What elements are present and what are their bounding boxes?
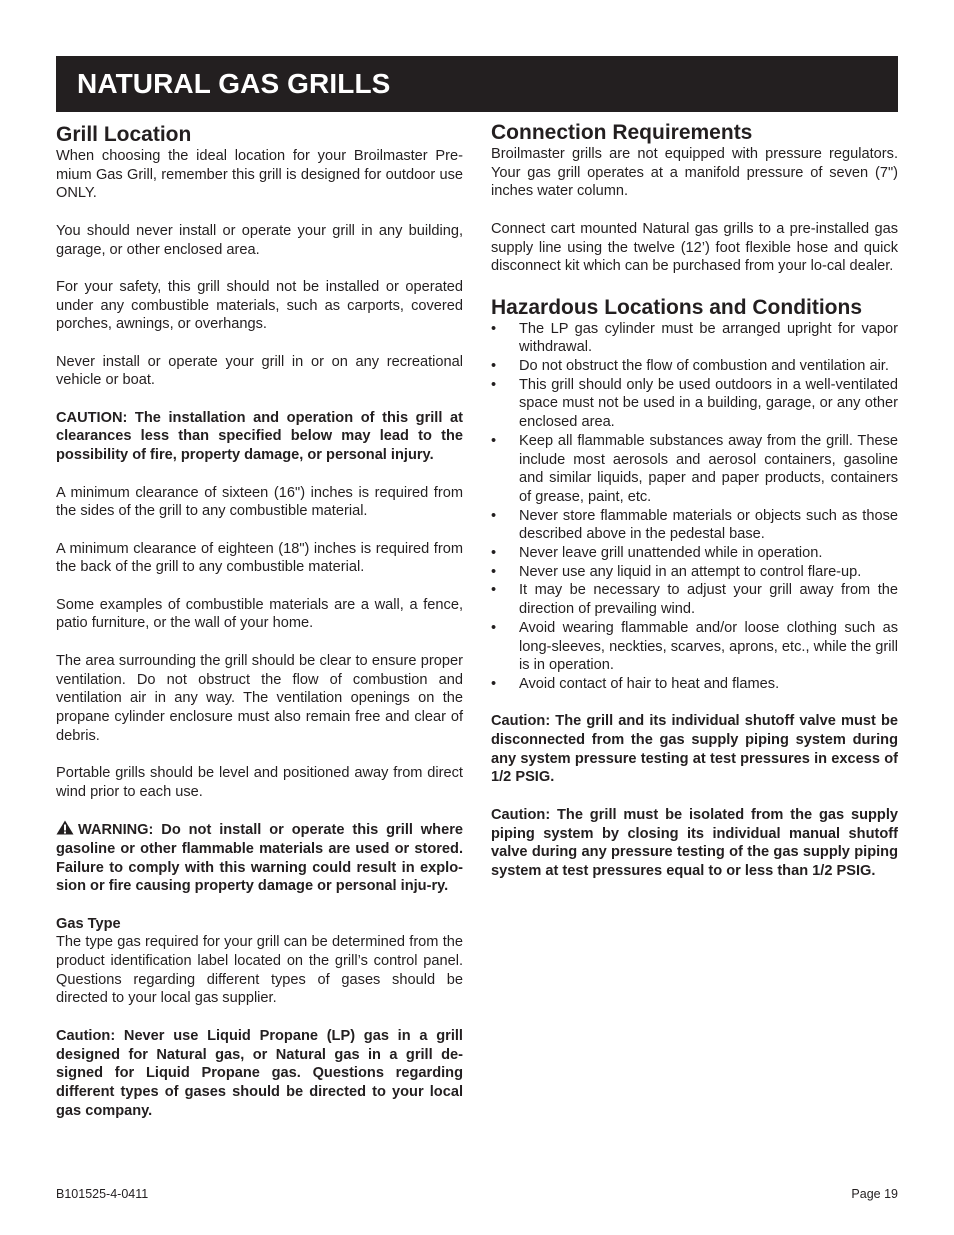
paragraph: A minimum clearance of sixteen (16") inches is required from the sides of the grill to any combustible material. [56, 484, 463, 520]
caution-gas-type: Caution: Never use Liquid Propane (LP) gas in a grill designed for Natural gas, or Natural gas in a grill de-signed for Liquid Propane gas. Questions regarding different types of gases should be directed to your local gas company. [56, 1027, 463, 1119]
caution-pressure-isolate: Caution: The grill must be isolated from the gas supply piping system by closing its individual manual shutoff valve during any pressure testing of the gas supply piping system at test pressures equal to or less than 1/2 PSIG. [491, 806, 898, 879]
hazard-list [491, 320, 898, 694]
list-item: • Avoid contact of hair to heat and flames. [491, 675, 898, 694]
document-number: B101525-4-0411 [56, 1187, 149, 1201]
list-item: • Do not obstruct the flow of combustion and ventilation air. [491, 357, 898, 376]
title-banner [56, 56, 898, 112]
paragraph: Never install or operate your grill in or on any recreational vehicle or boat. [56, 353, 463, 389]
connection-requirements-heading: Connection Requirements [491, 121, 753, 144]
right-column [491, 120, 898, 881]
paragraph: The area surrounding the grill should be clear to ensure proper ventilation. Do not obstruct the flow of combustion and ventilation air in any way. The ventilation openings on the propane cylinder enclosure must also remain free and clear of debris. [56, 652, 463, 744]
warning-triangle-icon [56, 820, 74, 835]
hazardous-locations-heading: Hazardous Locations and Conditions [491, 295, 863, 319]
grill-location-heading: Grill Location [56, 123, 192, 146]
paragraph: When choosing the ideal location for your Broilmaster Pre-mium Gas Grill, remember this grill is designed for outdoor use ONLY. [56, 148, 463, 202]
paragraph: Connect cart mounted Natural gas grills to a pre-installed gas supply line using the twelve (12’) foot flexible hose and quick disconnect kit which can be purchased from your lo-cal dealer. [491, 220, 898, 275]
list-item: • Never leave grill unattended while in operation. [491, 544, 898, 563]
caution-clearance: CAUTION: The installation and operation of this grill at clearances less than specified below may lead to the possibility of fire, property damage, or personal injury. [56, 409, 463, 464]
paragraph: You should never install or operate your grill in any building, garage, or other enclosed area. [56, 222, 463, 258]
paragraph: Portable grills should be level and positioned away from direct wind prior to each use. [56, 765, 463, 800]
paragraph: For your safety, this grill should not be installed or operated under any combustible materials, such as carports, covered porches, awnings, or overhangs. [56, 278, 463, 333]
paragraph: A minimum clearance of eighteen (18") inches is required from the back of the grill to any combustible material. [56, 540, 463, 576]
list-item: • It may be necessary to adjust your grill away from the direction of prevailing wind. [491, 581, 898, 618]
warning-block [56, 820, 463, 896]
left-column [56, 122, 463, 1120]
list-item: • The LP gas cylinder must be arranged upright for vapor withdrawal. [491, 320, 898, 357]
warning-text: WARNING: Do not install or operate this grill where gasoline or other flammable materials are used or stored. Failure to comply with this warning could result in explo-sion or fire causing property damage or personal inju-ry. [56, 822, 463, 895]
paragraph: Broilmaster grills are not equipped with pressure regulators. Your gas grill operates at a manifold pressure of seven (7") inches water column. [491, 146, 898, 200]
list-item: • Never store flammable materials or objects such as those described above in the pedestal base. [491, 507, 898, 544]
paragraph: The type gas required for your grill can be determined from the product identification label located on the grill’s control panel. Questions regarding different types of gases should be directed to your local gas supplier. [56, 934, 463, 1007]
list-item: • Never use any liquid in an attempt to control flare-up. [491, 563, 898, 582]
page-title: NATURAL GAS GRILLS [77, 68, 391, 99]
list-item: • Avoid wearing flammable and/or loose clothing such as long-sleeves, neckties, scarves, aprons, etc., while the grill is in operation. [491, 619, 898, 675]
list-item: • This grill should only be used outdoors in a well-ventilated space must not be used in a building, garage, or any other enclosed area. [491, 376, 898, 432]
caution-pressure-disconnect: Caution: The grill and its individual shutoff valve must be disconnected from the gas supply piping system during any system pressure testing at test pressures in excess of 1/2 PSIG. [491, 713, 898, 786]
gas-type-heading: Gas Type [56, 915, 121, 932]
page-number: Page 19 [851, 1187, 898, 1201]
paragraph: Some examples of combustible materials are a wall, a fence, patio furniture, or the wall of your home. [56, 596, 463, 632]
list-item: • Keep all flammable substances away from the grill. These include most aerosols and aerosol containers, gasoline and similar liquids, paper and paper products, containers of grease, paint, etc. [491, 432, 898, 507]
